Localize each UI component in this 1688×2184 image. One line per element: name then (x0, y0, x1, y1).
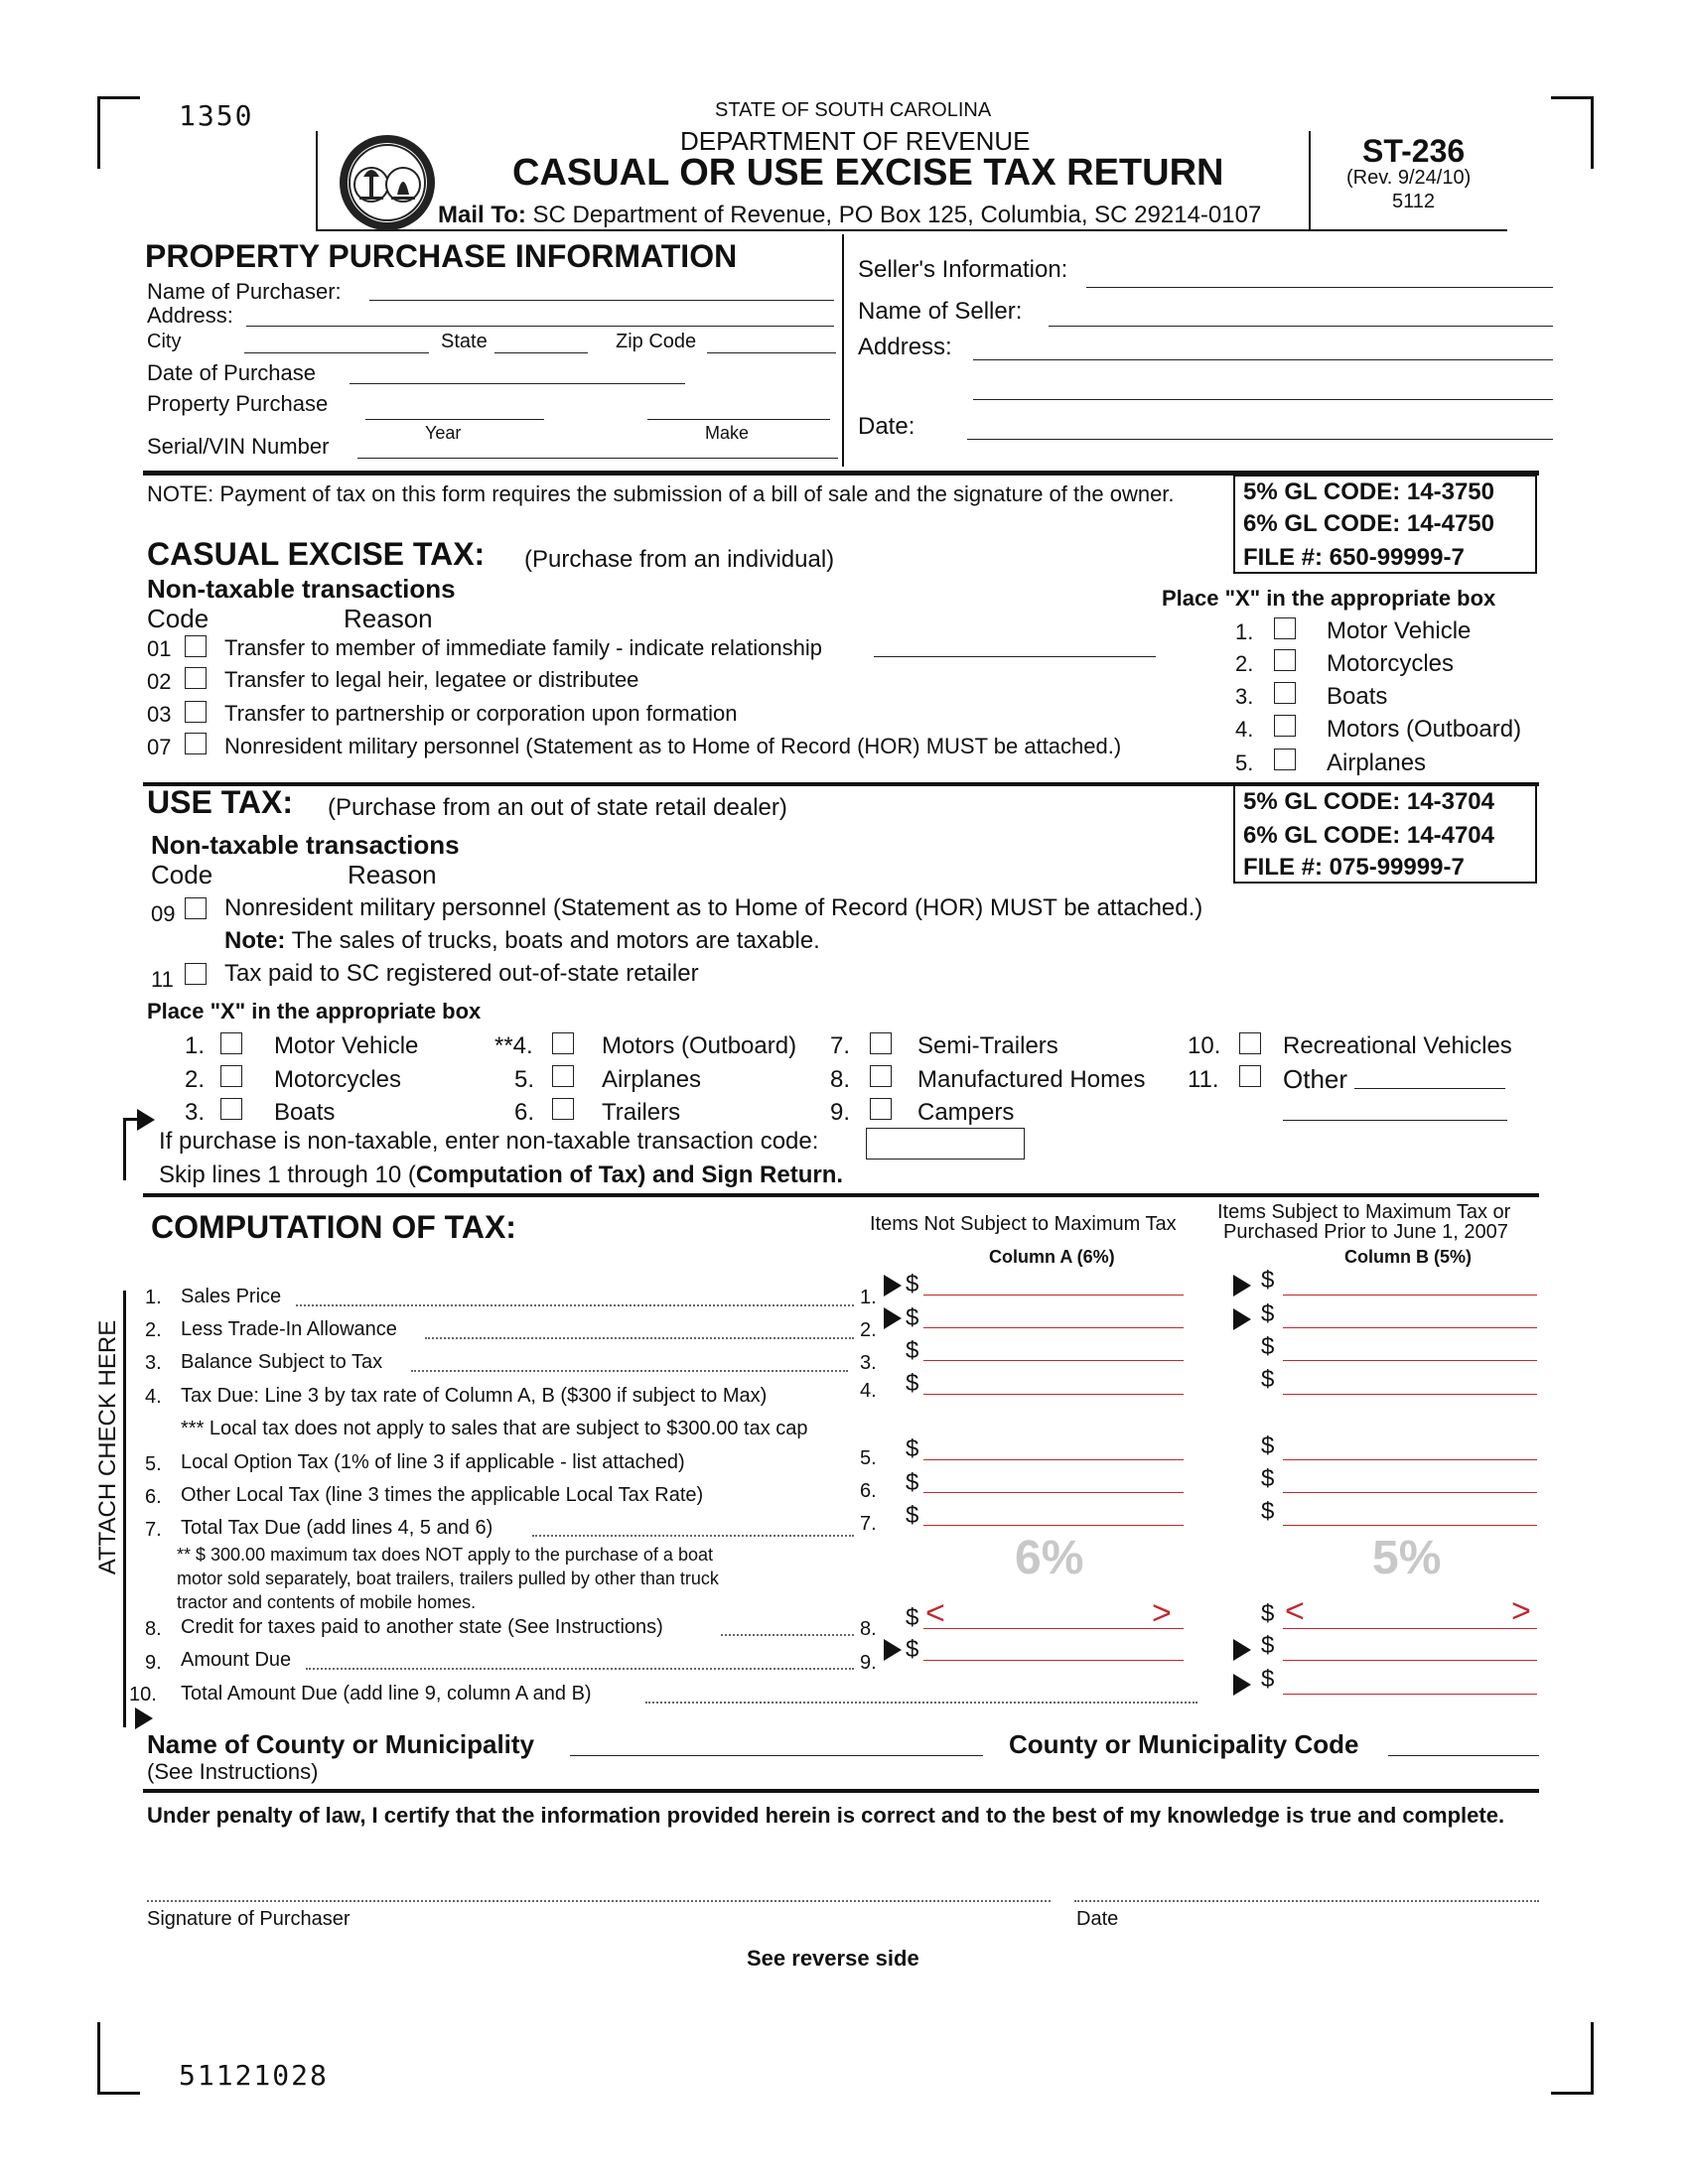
casual-vehicle-checkbox-2[interactable] (1274, 649, 1296, 671)
property-make-field[interactable] (647, 419, 830, 420)
line-7-ref: 7. (860, 1513, 877, 1535)
use-vehicle-num-8: 8. (830, 1066, 851, 1093)
use-file-number: FILE #: 075-99999-7 (1243, 854, 1465, 881)
mail-to (438, 202, 1261, 229)
line-9-leader (306, 1668, 854, 1670)
line-9-arrow-b-icon (1233, 1639, 1251, 1661)
line-2-arrow-b-icon (1233, 1308, 1251, 1330)
casual-vehicle-label-3: Boats (1327, 683, 1388, 710)
purchaser-name-field[interactable] (369, 300, 834, 301)
column-a-label: Column A (6%) (989, 1247, 1115, 1267)
line-3-leader (411, 1370, 848, 1372)
use-code-09: 09 (151, 901, 176, 926)
see-reverse-side: See reverse side (747, 1946, 919, 1971)
line-6-ref: 6. (860, 1480, 877, 1502)
line-6-number: 6. (145, 1486, 162, 1508)
line-1-label: Sales Price (181, 1286, 282, 1307)
line-1-number: 1. (145, 1287, 162, 1308)
city-field[interactable] (244, 352, 429, 353)
purchase-info-heading: PROPERTY PURCHASE INFORMATION (145, 238, 738, 274)
line-8-lt-a: < (925, 1594, 945, 1632)
certification-text: Under penalty of law, I certify that the information provided herein is correct and to the best of my knowledge is true and complete. (147, 1803, 1505, 1828)
use-reason-11: Tax paid to SC registered out-of-state retailer (224, 960, 699, 987)
scan-code-number: 51121028 (179, 2059, 329, 2092)
seller-name-field[interactable] (1049, 326, 1553, 327)
use-note-label: Note: (224, 927, 286, 954)
line-9-number: 9. (145, 1652, 162, 1674)
zip-label: Zip Code (616, 331, 697, 352)
local-tax-note: *** Local tax does not apply to sales that are subject to $300.00 tax cap (181, 1418, 808, 1439)
line-2-ref: 2. (860, 1319, 877, 1341)
line-1-amount-a[interactable] (923, 1295, 1184, 1296)
use-vehicle-num-4: **4. (494, 1032, 533, 1059)
line-8-dollar-a: $ (906, 1604, 919, 1631)
casual-gl6-code: 6% GL CODE: 14-4750 (1243, 510, 1494, 537)
casual-vehicle-checkbox-5[interactable] (1274, 749, 1296, 770)
other-vehicle-field-2[interactable] (1283, 1120, 1507, 1121)
line-10-leader (645, 1702, 1197, 1704)
line-4-amount-b[interactable] (1283, 1394, 1537, 1395)
corner-mark-top-left (97, 96, 140, 169)
casual-vehicle-num-3: 3. (1235, 684, 1254, 709)
corner-mark-bottom-right (1551, 2022, 1594, 2095)
casual-code-02: 02 (147, 669, 172, 694)
line-2-amount-b[interactable] (1283, 1327, 1537, 1328)
use-vehicle-label-3: Boats (274, 1099, 336, 1126)
casual-reason-02: Transfer to legal heir, legatee or distributee (224, 667, 639, 692)
casual-note: NOTE: Payment of tax on this form requires the submission of a bill of sale and the signature of the owner. (147, 481, 1175, 506)
column-b-label: Column B (5%) (1344, 1247, 1472, 1267)
line-2-amount-a[interactable] (923, 1327, 1184, 1328)
use-vehicle-num-10: 10. (1188, 1032, 1221, 1059)
zip-field[interactable] (707, 352, 836, 353)
line-8-amount-b[interactable] (1283, 1628, 1537, 1629)
line-9-dollar-a: $ (906, 1636, 919, 1663)
header-baseline (316, 229, 1507, 231)
casual-code-07: 07 (147, 735, 172, 759)
header-divider-left (316, 131, 318, 230)
line-8-ref: 8. (860, 1618, 877, 1640)
casual-reason-07: Nonresident military personnel (Statement as to Home of Record (HOR) MUST be attached.) (224, 734, 1122, 758)
max-tax-note-3: tractor and contents of mobile homes. (177, 1592, 477, 1612)
relationship-field[interactable] (874, 656, 1156, 657)
state-seal-icon (338, 133, 437, 232)
line-2-label: Less Trade-In Allowance (181, 1318, 397, 1340)
use-vehicle-checkbox-8[interactable] (870, 1065, 892, 1087)
use-place-x: Place "X" in the appropriate box (147, 999, 482, 1024)
line-8-dollar-b: $ (1261, 1600, 1275, 1627)
column-b-rate-watermark: 5% (1372, 1532, 1442, 1584)
use-vehicle-checkbox-4[interactable] (552, 1032, 574, 1054)
casual-checkbox-02[interactable] (185, 667, 207, 689)
use-note-text: The sales of trucks, boats and motors are taxable. (291, 927, 820, 954)
seller-info-heading: Seller's Information: (858, 256, 1068, 283)
line-9-ref: 9. (860, 1652, 877, 1674)
line-1-dollar-a: $ (906, 1271, 919, 1297)
line-5-amount-b[interactable] (1283, 1459, 1537, 1460)
date-of-purchase-field[interactable] (350, 383, 685, 384)
use-vehicle-checkbox-10[interactable] (1239, 1032, 1261, 1054)
line-8-label: Credit for taxes paid to another state (See Instructions) (181, 1616, 663, 1638)
casual-code-label: Code (147, 604, 210, 633)
casual-vehicle-checkbox-4[interactable] (1274, 715, 1296, 737)
batch-number: 1350 (179, 99, 254, 132)
use-checkbox-11[interactable] (185, 963, 207, 985)
county-name-label: Name of County or Municipality (147, 1729, 535, 1759)
use-reason-label: Reason (348, 860, 437, 889)
header-divider-right (1309, 131, 1311, 230)
casual-reason-03: Transfer to partnership or corporation upon formation (224, 701, 738, 726)
use-nontaxable-heading: Non-taxable transactions (151, 830, 460, 860)
use-reason-09: Nonresident military personnel (Statement as to Home of Record (HOR) MUST be attached.) (224, 894, 1203, 921)
casual-checkbox-07[interactable] (185, 733, 207, 754)
column-a-rate-watermark: 6% (1015, 1532, 1084, 1584)
line-3-number: 3. (145, 1352, 162, 1374)
line-9-amount-b[interactable] (1283, 1660, 1537, 1661)
use-vehicle-checkbox-6[interactable] (552, 1098, 574, 1120)
line-6-label: Other Local Tax (line 3 times the applicable Local Tax Rate) (181, 1484, 704, 1506)
seller-name-label: Name of Seller: (858, 298, 1023, 325)
city-label: City (147, 331, 182, 352)
line-6-dollar-b: $ (1261, 1465, 1275, 1492)
attach-check-bracket (123, 1291, 136, 1727)
form-code: 5112 (1392, 191, 1436, 212)
make-label: Make (705, 423, 750, 443)
casual-file-number: FILE #: 650-99999-7 (1243, 544, 1465, 571)
use-vehicle-label-8: Manufactured Homes (917, 1066, 1146, 1093)
use-vehicle-num-9: 9. (830, 1099, 851, 1126)
line-3-amount-a[interactable] (923, 1360, 1184, 1361)
casual-vehicle-num-4: 4. (1235, 717, 1254, 742)
use-vehicle-checkbox-3[interactable] (220, 1098, 242, 1120)
computation-heading: COMPUTATION OF TAX: (151, 1209, 516, 1245)
form-revision: (Rev. 9/24/10) (1346, 167, 1472, 189)
line-5-dollar-b: $ (1261, 1433, 1275, 1459)
mail-to-address: SC Department of Revenue, PO Box 125, Columbia, SC 29214-0107 (532, 202, 1262, 228)
column-a-heading: Items Not Subject to Maximum Tax (870, 1213, 1177, 1235)
line-5-dollar-a: $ (906, 1435, 919, 1462)
casual-vehicle-label-4: Motors (Outboard) (1327, 716, 1522, 743)
signature-date-label: Date (1076, 1908, 1119, 1930)
use-vehicle-checkbox-11[interactable] (1239, 1065, 1261, 1087)
corner-mark-top-right (1551, 96, 1594, 169)
use-vehicle-checkbox-1[interactable] (220, 1032, 242, 1054)
nontaxable-arrow-icon (137, 1109, 155, 1131)
use-vehicle-label-1: Motor Vehicle (274, 1032, 419, 1059)
corner-mark-bottom-left (97, 2022, 140, 2095)
line-3-label: Balance Subject to Tax (181, 1351, 383, 1373)
use-vehicle-label-11: Other (1283, 1064, 1348, 1094)
line-9-amount-a[interactable] (923, 1660, 1184, 1661)
line-3-dollar-b: $ (1261, 1333, 1275, 1360)
line-6-dollar-a: $ (906, 1469, 919, 1496)
use-vehicle-label-7: Semi-Trailers (917, 1032, 1058, 1059)
use-vehicle-label-2: Motorcycles (274, 1066, 402, 1093)
casual-checkbox-01[interactable] (185, 635, 207, 657)
line-7-leader (532, 1535, 854, 1537)
line-5-number: 5. (145, 1453, 162, 1475)
nontaxable-code-prompt: If purchase is non-taxable, enter non-taxable transaction code: (159, 1128, 819, 1155)
use-vehicle-label-9: Campers (917, 1099, 1015, 1126)
use-vehicle-checkbox-9[interactable] (870, 1098, 892, 1120)
purchaser-name-label: Name of Purchaser: (147, 279, 342, 304)
line-4-amount-a[interactable] (923, 1394, 1184, 1395)
line-2-dollar-a: $ (906, 1304, 919, 1331)
info-vertical-divider (842, 234, 844, 467)
use-gl5-code: 5% GL CODE: 14-3704 (1243, 788, 1494, 815)
seller-date-label: Date: (858, 413, 915, 440)
nontaxable-code-input[interactable] (866, 1128, 1025, 1160)
state-label: State (441, 331, 488, 352)
skip-instruction-prefix: Skip lines 1 through 10 ( (159, 1161, 416, 1188)
line-4-label: Tax Due: Line 3 by tax rate of Column A, B ($300 if subject to Max) (181, 1385, 768, 1407)
section-rule-certification (143, 1789, 1539, 1793)
use-code-11: 11 (151, 967, 174, 992)
use-vehicle-label-4: Motors (Outboard) (602, 1032, 797, 1059)
casual-vehicle-label-2: Motorcycles (1327, 650, 1455, 677)
casual-heading: CASUAL EXCISE TAX: (147, 536, 486, 572)
section-rule-computation (143, 1193, 1539, 1197)
line-5-amount-a[interactable] (923, 1459, 1184, 1460)
line-6-amount-a[interactable] (923, 1492, 1184, 1493)
use-vehicle-num-1: 1. (185, 1032, 206, 1059)
line-9-dollar-b: $ (1261, 1632, 1275, 1659)
line-3-amount-b[interactable] (1283, 1360, 1537, 1361)
serial-vin-label: Serial/VIN Number (147, 434, 330, 459)
casual-reason-label: Reason (344, 604, 433, 633)
form-title: CASUAL OR USE EXCISE TAX RETURN (512, 152, 1224, 194)
use-vehicle-num-7: 7. (830, 1032, 851, 1059)
seller-address-label: Address: (858, 334, 952, 360)
attach-check-arrow-icon (135, 1707, 153, 1729)
use-vehicle-num-5: 5. (514, 1066, 535, 1093)
use-vehicle-checkbox-5[interactable] (552, 1065, 574, 1087)
line-2-dollar-b: $ (1261, 1300, 1275, 1327)
line-8-number: 8. (145, 1618, 162, 1640)
year-label: Year (425, 423, 462, 443)
casual-place-x: Place "X" in the appropriate box (1162, 586, 1496, 611)
casual-vehicle-checkbox-1[interactable] (1274, 617, 1296, 639)
line-7-number: 7. (145, 1519, 162, 1541)
casual-vehicle-num-2: 2. (1235, 651, 1254, 676)
use-gl6-code: 6% GL CODE: 14-4704 (1243, 822, 1494, 849)
use-vehicle-num-6: 6. (514, 1099, 535, 1126)
line-1-arrow-a-icon (884, 1275, 902, 1297)
state-field[interactable] (494, 352, 588, 353)
use-vehicle-label-10: Recreational Vehicles (1283, 1032, 1512, 1059)
line-10-dollar-b: $ (1261, 1666, 1275, 1693)
use-code-label: Code (151, 860, 213, 889)
casual-nontaxable-heading: Non-taxable transactions (147, 574, 456, 604)
signature-field[interactable] (147, 1900, 1051, 1902)
column-b-heading-2: Purchased Prior to June 1, 2007 (1223, 1221, 1508, 1243)
department-name: DEPARTMENT OF REVENUE (680, 126, 1031, 156)
line-7-amount-b[interactable] (1283, 1525, 1537, 1526)
mail-to-label: Mail To: (438, 202, 526, 228)
line-7-label: Total Tax Due (add lines 4, 5 and 6) (181, 1517, 493, 1539)
use-tax-heading: USE TAX: (147, 784, 293, 820)
line-2-number: 2. (145, 1319, 162, 1341)
line-7-dollar-a: $ (906, 1502, 919, 1529)
county-code-field[interactable] (1388, 1755, 1539, 1756)
use-vehicle-num-3: 3. (185, 1099, 206, 1126)
county-code-label: County or Municipality Code (1009, 1729, 1359, 1759)
use-tax-subheading: (Purchase from an out of state retail dealer) (328, 794, 787, 821)
line-5-label: Local Option Tax (1% of line 3 if applicable - list attached) (181, 1451, 685, 1473)
purchaser-address-field[interactable] (246, 326, 834, 327)
property-purchase-label: Property Purchase (147, 391, 329, 416)
column-b-heading-1: Items Subject to Maximum Tax or (1217, 1201, 1511, 1223)
casual-gl5-code: 5% GL CODE: 14-3750 (1243, 478, 1494, 505)
use-vehicle-num-11: 11. (1188, 1066, 1219, 1093)
line-8-leader (721, 1634, 854, 1636)
line-3-ref: 3. (860, 1352, 877, 1374)
form-number: ST-236 (1362, 133, 1466, 169)
casual-reason-01: Transfer to member of immediate family - indicate relationship (224, 635, 822, 660)
state-name: STATE OF SOUTH CAROLINA (715, 99, 992, 121)
use-vehicle-checkbox-2[interactable] (220, 1065, 242, 1087)
casual-checkbox-03[interactable] (185, 701, 207, 723)
use-vehicle-label-5: Airplanes (602, 1066, 702, 1093)
max-tax-note-2: motor sold separately, boat trailers, trailers pulled by other than truck (177, 1569, 719, 1588)
line-6-amount-b[interactable] (1283, 1492, 1537, 1493)
use-note (224, 927, 820, 955)
attach-check-label: ATTACH CHECK HERE (94, 1303, 120, 1591)
line-5-ref: 5. (860, 1447, 877, 1469)
line-8-gt-b: > (1511, 1592, 1531, 1630)
line-1-amount-b[interactable] (1283, 1295, 1537, 1296)
line-8-amount-a[interactable] (923, 1628, 1184, 1629)
max-tax-note-1: ** $ 300.00 maximum tax does NOT apply to the purchase of a boat (177, 1545, 713, 1565)
signature-label: Signature of Purchaser (147, 1908, 351, 1930)
other-vehicle-field-1[interactable] (1354, 1088, 1505, 1089)
signature-date-field[interactable] (1074, 1900, 1539, 1902)
line-7-amount-a[interactable] (923, 1525, 1184, 1526)
line-8-gt-a: > (1152, 1594, 1172, 1632)
purchaser-address-label: Address: (147, 303, 233, 328)
casual-code-03: 03 (147, 702, 172, 727)
seller-address-field-2[interactable] (973, 399, 1553, 400)
line-9-label: Amount Due (181, 1649, 292, 1671)
line-4-number: 4. (145, 1386, 162, 1408)
casual-vehicle-checkbox-3[interactable] (1274, 682, 1296, 704)
casual-vehicle-num-5: 5. (1235, 751, 1254, 775)
county-name-field[interactable] (570, 1755, 983, 1756)
line-3-dollar-a: $ (906, 1337, 919, 1364)
line-1-dollar-b: $ (1261, 1267, 1275, 1294)
line-4-dollar-a: $ (906, 1370, 919, 1397)
casual-vehicle-label-5: Airplanes (1327, 750, 1427, 776)
casual-code-01: 01 (147, 636, 172, 661)
line-2-arrow-a-icon (884, 1307, 902, 1329)
skip-instruction (159, 1161, 843, 1189)
use-vehicle-checkbox-7[interactable] (870, 1032, 892, 1054)
line-7-dollar-b: $ (1261, 1498, 1275, 1525)
seller-info-field[interactable] (1086, 287, 1553, 288)
casual-vehicle-label-1: Motor Vehicle (1327, 617, 1472, 644)
date-of-purchase-label: Date of Purchase (147, 360, 316, 385)
line-10-number: 10. (129, 1684, 157, 1706)
casual-subheading: (Purchase from an individual) (524, 546, 835, 573)
line-9-arrow-a-icon (884, 1639, 902, 1661)
line-2-leader (425, 1337, 854, 1339)
seller-date-field[interactable] (967, 439, 1553, 440)
seller-address-field-1[interactable] (973, 359, 1553, 360)
line-8-lt-b: < (1285, 1592, 1305, 1630)
use-vehicle-num-2: 2. (185, 1066, 206, 1093)
county-instructions: (See Instructions) (147, 1759, 319, 1784)
line-1-arrow-b-icon (1233, 1275, 1251, 1297)
property-year-field[interactable] (365, 419, 544, 420)
casual-vehicle-num-1: 1. (1235, 619, 1254, 644)
line-1-ref: 1. (860, 1287, 877, 1308)
serial-vin-field[interactable] (357, 458, 838, 459)
use-checkbox-09[interactable] (185, 897, 207, 919)
line-10-amount-b[interactable] (1283, 1694, 1537, 1695)
line-10-label: Total Amount Due (add line 9, column A and B) (181, 1683, 592, 1705)
line-4-ref: 4. (860, 1380, 877, 1402)
use-vehicle-label-6: Trailers (602, 1099, 681, 1126)
line-1-leader (296, 1304, 854, 1306)
line-4-dollar-b: $ (1261, 1366, 1275, 1393)
line-10-arrow-b-icon (1233, 1674, 1251, 1696)
skip-instruction-bold: Computation of Tax) and Sign Return. (415, 1161, 844, 1188)
